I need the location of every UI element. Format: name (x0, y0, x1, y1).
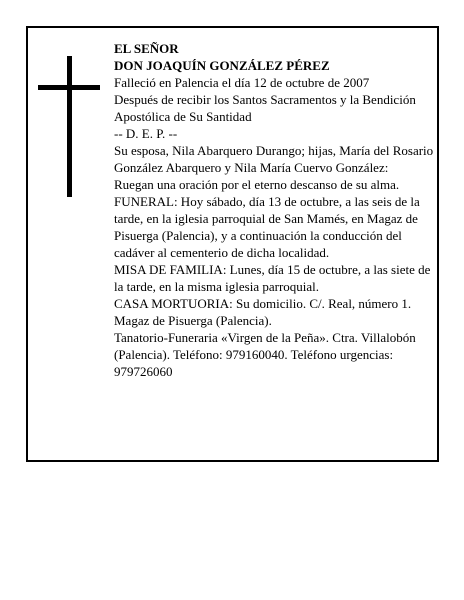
sacraments-statement: Después de recibir los Santos Sacramentos y la Bendición Apostólica de Su Santidad (114, 92, 416, 124)
funeral-home-details: Tanatorio-Funeraria «Virgen de la Peña». Ctra. Villalobón (Palencia). Teléfono: 979160040. Teléfono urgencias: 979726060 (114, 330, 416, 379)
cross-vertical-bar (67, 56, 72, 197)
funeral-details: FUNERAL: Hoy sábado, día 13 de octubre, a las seis de la tarde, en la iglesia parroquial de San Mamés, en Magaz de Pisuerga (Palencia), y a continuación la conducción del cadáver al cementerio de dicha localidad. (114, 194, 420, 260)
obituary-text (114, 40, 434, 380)
family-members: Su esposa, Nila Abarquero Durango; hijas, María del Rosario González Abarquero y Nila María Cuervo González: (114, 143, 434, 175)
death-statement: Falleció en Palencia el día 12 de octubre de 2007 (114, 75, 370, 90)
prayer-request: Ruegan una oración por el eterno descanso de su alma. (114, 177, 400, 192)
cross-horizontal-bar (38, 85, 100, 90)
family-mass-details: MISA DE FAMILIA: Lunes, día 15 de octubre, a las siete de la tarde, en la misma iglesia parroquial. (114, 262, 431, 294)
obituary-notice (26, 26, 439, 462)
mortuary-details: CASA MORTUORIA: Su domicilio. C/. Real, número 1. Magaz de Pisuerga (Palencia). (114, 296, 412, 328)
rip-line: -- D. E. P. -- (114, 126, 178, 141)
deceased-name: DON JOAQUÍN GONZÁLEZ PÉREZ (114, 58, 330, 73)
honorific: EL SEÑOR (114, 41, 179, 56)
